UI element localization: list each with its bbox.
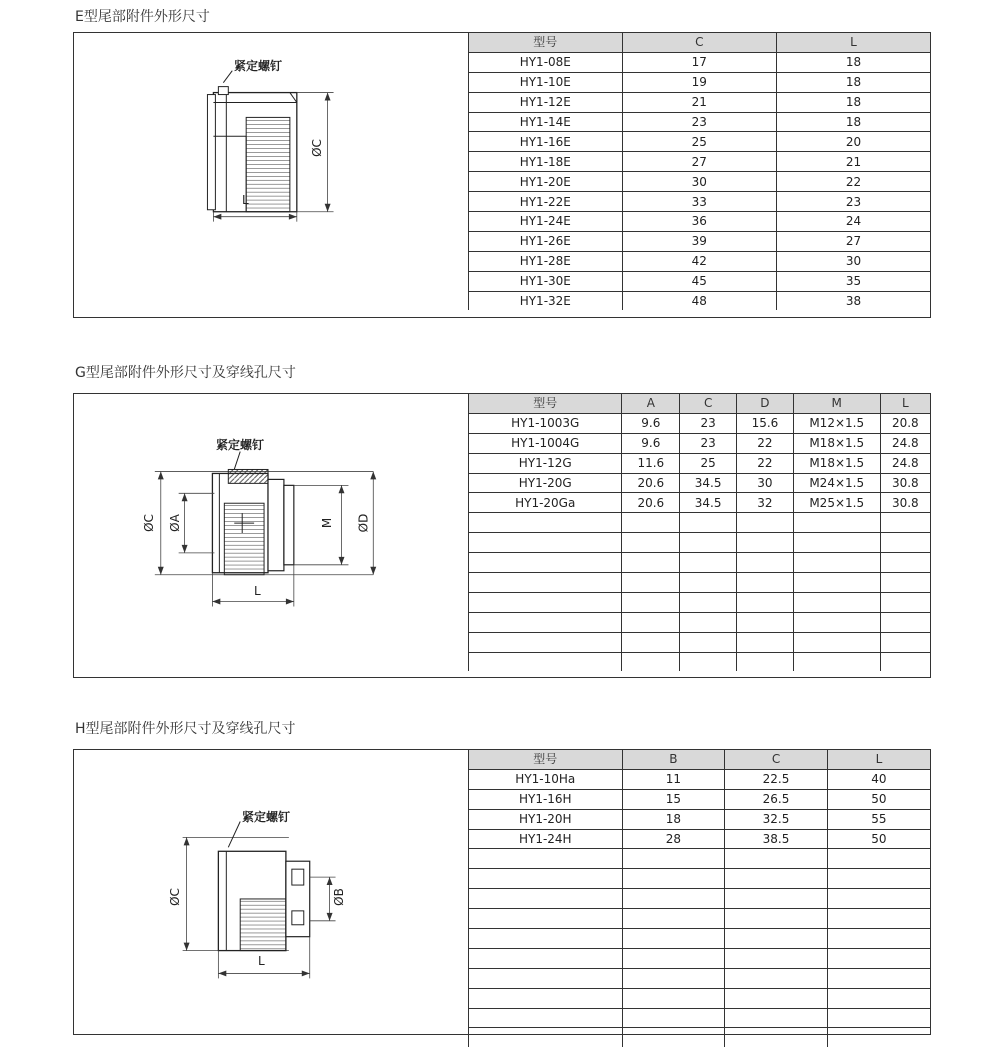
- table-row: [469, 592, 931, 612]
- table-header-row: [469, 750, 931, 769]
- table-cell: HY1-24E: [469, 212, 623, 232]
- table-cell: [880, 553, 930, 573]
- table-row: [469, 909, 931, 929]
- table-cell: [793, 573, 880, 593]
- column-header: 型号: [469, 33, 623, 52]
- table-cell: [680, 632, 737, 652]
- table-cell: [880, 652, 930, 671]
- table-cell: [737, 553, 794, 573]
- table-row: [469, 72, 931, 92]
- section-h-frame: [73, 749, 931, 1035]
- table-cell: 23: [680, 413, 737, 433]
- table-row: [469, 251, 931, 271]
- table-cell: 33: [622, 192, 776, 212]
- table-cell: [827, 889, 930, 909]
- section-h-title: H型尾部附件外形尺寸及穿线孔尺寸: [75, 721, 296, 737]
- table-row: [469, 92, 931, 112]
- g-dim-l-label: L: [254, 584, 261, 598]
- table-cell: [737, 612, 794, 632]
- table-cell: 24: [777, 212, 930, 232]
- table-cell: 21: [622, 92, 776, 112]
- table-cell: 15: [622, 789, 725, 809]
- table-cell: [827, 1008, 930, 1028]
- table-cell: 30: [777, 251, 930, 271]
- table-cell: [737, 652, 794, 671]
- table-cell: 9.6: [622, 413, 680, 433]
- table-cell: HY1-32E: [469, 291, 623, 310]
- table-cell: [622, 988, 725, 1008]
- table-cell: [622, 513, 680, 533]
- table-cell: [793, 592, 880, 612]
- table-cell: 23: [777, 192, 930, 212]
- table-cell: 34.5: [680, 493, 737, 513]
- table-cell: [469, 889, 623, 909]
- table-cell: [469, 592, 622, 612]
- table-cell: [737, 632, 794, 652]
- table-cell: [622, 909, 725, 929]
- table-cell: M12×1.5: [793, 413, 880, 433]
- h-dim-l-label: L: [258, 954, 265, 968]
- column-header: A: [622, 394, 680, 413]
- column-header: 型号: [469, 750, 623, 769]
- table-cell: HY1-14E: [469, 112, 623, 132]
- table-cell: [680, 592, 737, 612]
- section-g-title: G型尾部附件外形尺寸及穿线孔尺寸: [75, 365, 296, 381]
- table-cell: [469, 573, 622, 593]
- table-cell: HY1-18E: [469, 152, 623, 172]
- table-cell: [680, 533, 737, 553]
- table-cell: [880, 513, 930, 533]
- table-cell: HY1-30E: [469, 271, 623, 291]
- table-cell: [880, 592, 930, 612]
- table-cell: [469, 909, 623, 929]
- table-cell: 36: [622, 212, 776, 232]
- table-row: [469, 988, 931, 1008]
- table-cell: 32: [737, 493, 794, 513]
- column-header: L: [827, 750, 930, 769]
- table-cell: [469, 553, 622, 573]
- table-cell: 20.6: [622, 473, 680, 493]
- table-cell: HY1-16E: [469, 132, 623, 152]
- table-cell: [725, 968, 828, 988]
- table-cell: 45: [622, 271, 776, 291]
- table-cell: 35: [777, 271, 930, 291]
- table-cell: [622, 889, 725, 909]
- table-cell: [725, 1028, 828, 1047]
- table-cell: HY1-16H: [469, 789, 623, 809]
- table-row: [469, 212, 931, 232]
- table-cell: 39: [622, 231, 776, 251]
- table-cell: 40: [827, 769, 930, 789]
- table-cell: [793, 533, 880, 553]
- table-cell: HY1-08E: [469, 52, 623, 72]
- table-cell: [725, 988, 828, 1008]
- table-cell: 32.5: [725, 809, 828, 829]
- column-header: 型号: [469, 394, 622, 413]
- table-cell: 38.5: [725, 829, 828, 849]
- table-row: [469, 1008, 931, 1028]
- g-callout-label: 紧定螺钉: [216, 438, 265, 452]
- table-cell: 23: [622, 112, 776, 132]
- table-cell: M24×1.5: [793, 473, 880, 493]
- table-cell: M18×1.5: [793, 453, 880, 473]
- table-cell: [622, 573, 680, 593]
- table-cell: [622, 533, 680, 553]
- table-cell: [469, 929, 623, 949]
- section-h-table: [468, 750, 930, 1047]
- table-row: [469, 632, 931, 652]
- table-cell: [680, 652, 737, 671]
- table-cell: 20.8: [880, 413, 930, 433]
- table-cell: 11: [622, 769, 725, 789]
- table-cell: [469, 612, 622, 632]
- table-row: [469, 612, 931, 632]
- table-row: [469, 1028, 931, 1047]
- table-row: [469, 533, 931, 553]
- table-cell: HY1-28E: [469, 251, 623, 271]
- table-cell: [880, 573, 930, 593]
- table-cell: 18: [777, 72, 930, 92]
- table-row: [469, 172, 931, 192]
- table-cell: 18: [777, 52, 930, 72]
- table-cell: [680, 513, 737, 533]
- table-cell: M25×1.5: [793, 493, 880, 513]
- table-row: [469, 433, 931, 453]
- table-cell: [827, 869, 930, 889]
- table-cell: [793, 553, 880, 573]
- table-cell: 28: [622, 829, 725, 849]
- table-cell: [622, 632, 680, 652]
- table-cell: [622, 968, 725, 988]
- table-cell: 9.6: [622, 433, 680, 453]
- table-row: [469, 573, 931, 593]
- table-cell: [680, 553, 737, 573]
- table-row: [469, 192, 931, 212]
- table-cell: [622, 929, 725, 949]
- table-cell: [622, 612, 680, 632]
- table-cell: 30.8: [880, 493, 930, 513]
- h-callout-label: 紧定螺钉: [242, 810, 291, 824]
- table-cell: [469, 513, 622, 533]
- table-row: [469, 652, 931, 671]
- table-row: [469, 231, 931, 251]
- table-row: [469, 809, 931, 829]
- table-cell: [725, 889, 828, 909]
- table-cell: [469, 632, 622, 652]
- column-header: C: [725, 750, 828, 769]
- table-cell: 42: [622, 251, 776, 271]
- table-cell: 30.8: [880, 473, 930, 493]
- table-cell: [469, 869, 623, 889]
- table-cell: 19: [622, 72, 776, 92]
- table-cell: 17: [622, 52, 776, 72]
- column-header: L: [880, 394, 930, 413]
- table-row: [469, 132, 931, 152]
- table-row: [469, 513, 931, 533]
- table-cell: [622, 553, 680, 573]
- table-cell: [469, 988, 623, 1008]
- table-cell: 30: [737, 473, 794, 493]
- table-cell: 25: [680, 453, 737, 473]
- h-dim-b-label: ØB: [331, 888, 346, 906]
- table-cell: HY1-10E: [469, 72, 623, 92]
- table-cell: [737, 533, 794, 553]
- table-cell: 34.5: [680, 473, 737, 493]
- table-cell: HY1-24H: [469, 829, 623, 849]
- table-row: [469, 413, 931, 433]
- table-cell: [880, 632, 930, 652]
- table-header-row: [469, 394, 931, 413]
- table-cell: 22: [737, 453, 794, 473]
- table-cell: [793, 612, 880, 632]
- table-cell: [680, 573, 737, 593]
- table-cell: [622, 849, 725, 869]
- table-cell: 18: [622, 809, 725, 829]
- table-row: [469, 948, 931, 968]
- table-cell: HY1-1004G: [469, 433, 622, 453]
- column-header: M: [793, 394, 880, 413]
- table-row: [469, 112, 931, 132]
- e-dim-c-label: ØC: [309, 139, 324, 157]
- section-h-drawing: [74, 750, 468, 1034]
- table-cell: [622, 1028, 725, 1047]
- table-row: [469, 453, 931, 473]
- table-cell: HY1-12E: [469, 92, 623, 112]
- table-cell: HY1-20E: [469, 172, 623, 192]
- table-cell: HY1-20H: [469, 809, 623, 829]
- table-cell: [725, 909, 828, 929]
- table-row: [469, 271, 931, 291]
- table-row: [469, 493, 931, 513]
- table-cell: 24.8: [880, 453, 930, 473]
- table-cell: 24.8: [880, 433, 930, 453]
- table-cell: [622, 592, 680, 612]
- table-cell: [725, 948, 828, 968]
- table-cell: HY1-20Ga: [469, 493, 622, 513]
- table-cell: 20: [777, 132, 930, 152]
- table-row: [469, 473, 931, 493]
- table-cell: 11.6: [622, 453, 680, 473]
- table-cell: M18×1.5: [793, 433, 880, 453]
- table-cell: HY1-12G: [469, 453, 622, 473]
- table-cell: [469, 652, 622, 671]
- table-row: [469, 829, 931, 849]
- table-cell: 27: [777, 231, 930, 251]
- table-cell: [622, 869, 725, 889]
- table-cell: [880, 533, 930, 553]
- section-e-frame: [73, 32, 931, 318]
- table-cell: [793, 513, 880, 533]
- table-cell: 21: [777, 152, 930, 172]
- table-row: [469, 769, 931, 789]
- table-cell: [725, 1008, 828, 1028]
- table-cell: [469, 1008, 623, 1028]
- column-header: B: [622, 750, 725, 769]
- column-header: C: [680, 394, 737, 413]
- table-row: [469, 152, 931, 172]
- section-e-title: E型尾部附件外形尺寸: [75, 9, 210, 25]
- table-cell: 18: [777, 112, 930, 132]
- table-cell: [622, 652, 680, 671]
- g-dim-c-label: ØC: [141, 514, 156, 532]
- table-cell: [793, 632, 880, 652]
- table-cell: 18: [777, 92, 930, 112]
- table-row: [469, 789, 931, 809]
- table-cell: 22: [737, 433, 794, 453]
- table-row: [469, 553, 931, 573]
- table-cell: [880, 612, 930, 632]
- table-cell: [827, 849, 930, 869]
- table-row: [469, 869, 931, 889]
- table-cell: HY1-20G: [469, 473, 622, 493]
- table-cell: 50: [827, 829, 930, 849]
- table-row: [469, 291, 931, 310]
- table-cell: [725, 869, 828, 889]
- table-cell: [827, 988, 930, 1008]
- table-row: [469, 968, 931, 988]
- table-cell: [725, 929, 828, 949]
- table-cell: [827, 929, 930, 949]
- e-callout-label: 紧定螺钉: [234, 59, 283, 73]
- table-cell: HY1-22E: [469, 192, 623, 212]
- table-cell: [725, 849, 828, 869]
- table-row: [469, 52, 931, 72]
- section-g-drawing: [74, 394, 468, 677]
- table-cell: HY1-26E: [469, 231, 623, 251]
- table-row: [469, 889, 931, 909]
- table-row: [469, 929, 931, 949]
- table-cell: [827, 909, 930, 929]
- table-cell: 22.5: [725, 769, 828, 789]
- table-cell: 23: [680, 433, 737, 453]
- table-cell: [469, 533, 622, 553]
- table-cell: 26.5: [725, 789, 828, 809]
- section-g-table: [468, 394, 930, 671]
- table-cell: [469, 968, 623, 988]
- table-cell: HY1-1003G: [469, 413, 622, 433]
- table-cell: 38: [777, 291, 930, 310]
- section-g-frame: [73, 393, 931, 678]
- table-cell: 20.6: [622, 493, 680, 513]
- table-cell: [737, 573, 794, 593]
- table-cell: 50: [827, 789, 930, 809]
- table-cell: [827, 968, 930, 988]
- table-cell: 15.6: [737, 413, 794, 433]
- table-cell: [793, 652, 880, 671]
- table-header-row: [469, 33, 931, 52]
- table-cell: 27: [622, 152, 776, 172]
- table-cell: [827, 1028, 930, 1047]
- table-cell: [469, 1028, 623, 1047]
- column-header: D: [737, 394, 794, 413]
- table-cell: 55: [827, 809, 930, 829]
- table-cell: 48: [622, 291, 776, 310]
- section-e-drawing: [74, 33, 468, 317]
- table-cell: 25: [622, 132, 776, 152]
- column-header: C: [622, 33, 776, 52]
- table-cell: [827, 948, 930, 968]
- table-cell: 22: [777, 172, 930, 192]
- g-dim-a-label: ØA: [167, 514, 182, 532]
- table-cell: [737, 592, 794, 612]
- column-header: L: [777, 33, 930, 52]
- table-cell: [737, 513, 794, 533]
- h-dim-c-label: ØC: [167, 888, 182, 906]
- g-dim-d-label: ØD: [356, 513, 371, 533]
- table-cell: [622, 1008, 725, 1028]
- table-cell: [469, 948, 623, 968]
- table-cell: [469, 849, 623, 869]
- table-cell: 30: [622, 172, 776, 192]
- table-cell: HY1-10Ha: [469, 769, 623, 789]
- section-e-table: [468, 33, 930, 310]
- table-cell: [622, 948, 725, 968]
- table-cell: [680, 612, 737, 632]
- e-dim-l-label: L: [242, 193, 249, 207]
- g-dim-m-label: M: [320, 517, 335, 529]
- table-row: [469, 849, 931, 869]
